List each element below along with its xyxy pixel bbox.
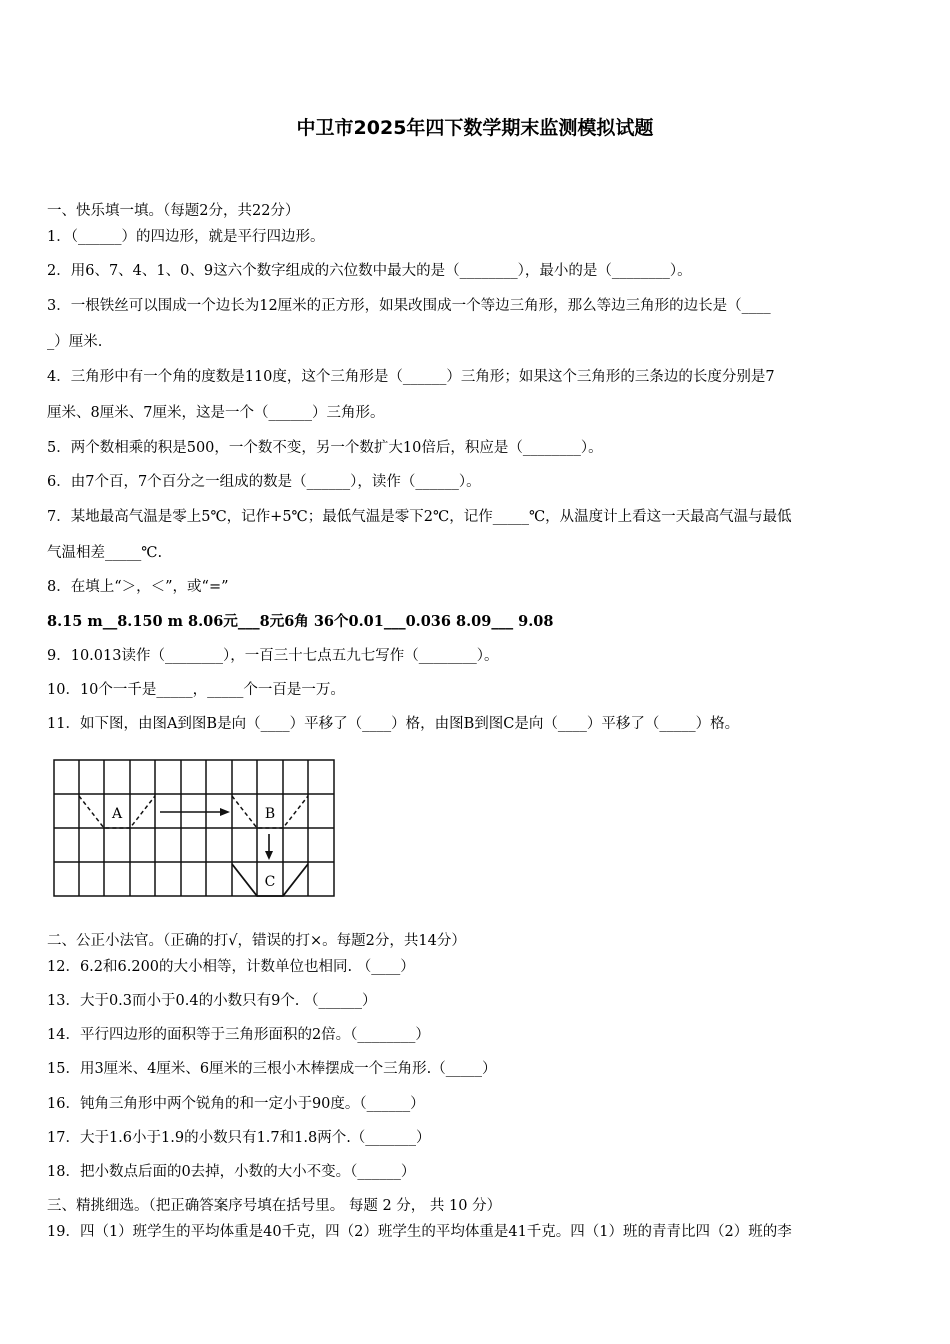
question-7-line-1: 7．某地最高气温是零上5℃，记作+5℃；最低气温是零下2℃，记作_____℃，从温度计上看这一天最高气温与最低 xyxy=(47,509,792,525)
question-9: 9．10.013读作（________），一百三十七点五九七写作（________）。 xyxy=(47,648,499,664)
label-a: A xyxy=(111,806,123,822)
section-1-heading: 一、快乐填一填。（每题2分，共22分） xyxy=(47,203,300,219)
question-13: 13．大于0.3而小于0.4的小数只有9个. （______） xyxy=(47,993,377,1009)
question-6: 6．由7个百，7个百分之一组成的数是（______），读作（______）。 xyxy=(47,474,481,490)
section-2-heading: 二、公正小法官。（正确的打√，错误的打×。每题2分，共14分） xyxy=(47,933,466,949)
question-4-line-1: 4．三角形中有一个角的度数是110度，这个三角形是（______）三角形；如果这个三角形的三条边的长度分别是7 xyxy=(47,369,775,385)
section-3-heading: 三、精挑细选。（把正确答案序号填在括号里。 每题 2 分， 共 10 分） xyxy=(47,1198,502,1214)
question-10: 10．10个一千是_____，_____个一百是一万。 xyxy=(47,682,345,698)
question-18: 18．把小数点后面的0去掉，小数的大小不变。（______） xyxy=(47,1164,416,1180)
question-1: 1．（______）的四边形，就是平行四边形。 xyxy=(47,229,325,245)
arrow-down-icon xyxy=(265,851,273,860)
question-19: 19．四（1）班学生的平均体重是40千克，四（2）班学生的平均体重是41千克。四（1）班的青青比四（2）班的李 xyxy=(47,1224,792,1240)
question-12: 12．6.2和6.200的大小相等，计数单位也相同. （____） xyxy=(47,959,415,975)
question-5: 5．两个数相乘的积是500，一个数不变，另一个数扩大10倍后，积应是（________）。 xyxy=(47,440,603,456)
question-15: 15．用3厘米、4厘米、6厘米的三根小木棒摆成一个三角形.（_____） xyxy=(47,1061,497,1077)
label-c: C xyxy=(264,874,276,890)
page-title: 中卫市2025年四下数学期末监测模拟试题 xyxy=(296,117,654,139)
arrow-right-icon xyxy=(220,808,230,816)
question-3-line-1: 3．一根铁丝可以围成一个边长为12厘米的正方形，如果改围成一个等边三角形，那么等边三角形的边长是（____ xyxy=(47,298,771,314)
question-3-line-2: _）厘米. xyxy=(47,334,103,350)
translation-grid-figure xyxy=(52,758,338,900)
question-2: 2．用6、7、4、1、0、9这六个数字组成的六位数中最大的是（________），最小的是（________）。 xyxy=(47,263,692,279)
question-14: 14．平行四边形的面积等于三角形面积的2倍。（________） xyxy=(47,1027,430,1043)
question-7-line-2: 气温相差_____℃. xyxy=(47,545,163,561)
question-17: 17．大于1.6小于1.9的小数只有1.7和1.8两个.（_______） xyxy=(47,1130,431,1146)
question-16: 16．钝角三角形中两个锐角的和一定小于90度。（______） xyxy=(47,1096,425,1112)
question-4-line-2: 厘米、8厘米、7厘米，这是一个（______）三角形。 xyxy=(47,405,385,421)
label-b: B xyxy=(264,806,276,822)
question-8-line-2: 8.15 m__8.150 m 8.06元___8元6角 36个0.01___0.036 8.09___ 9.08 xyxy=(47,613,554,630)
question-11: 11．如下图，由图A到图B是向（____）平移了（____）格，由图B到图C是向（____）平移了（_____）格。 xyxy=(47,716,740,732)
question-8-line-1: 8．在填上“＞，＜”，或“=” xyxy=(47,579,229,595)
